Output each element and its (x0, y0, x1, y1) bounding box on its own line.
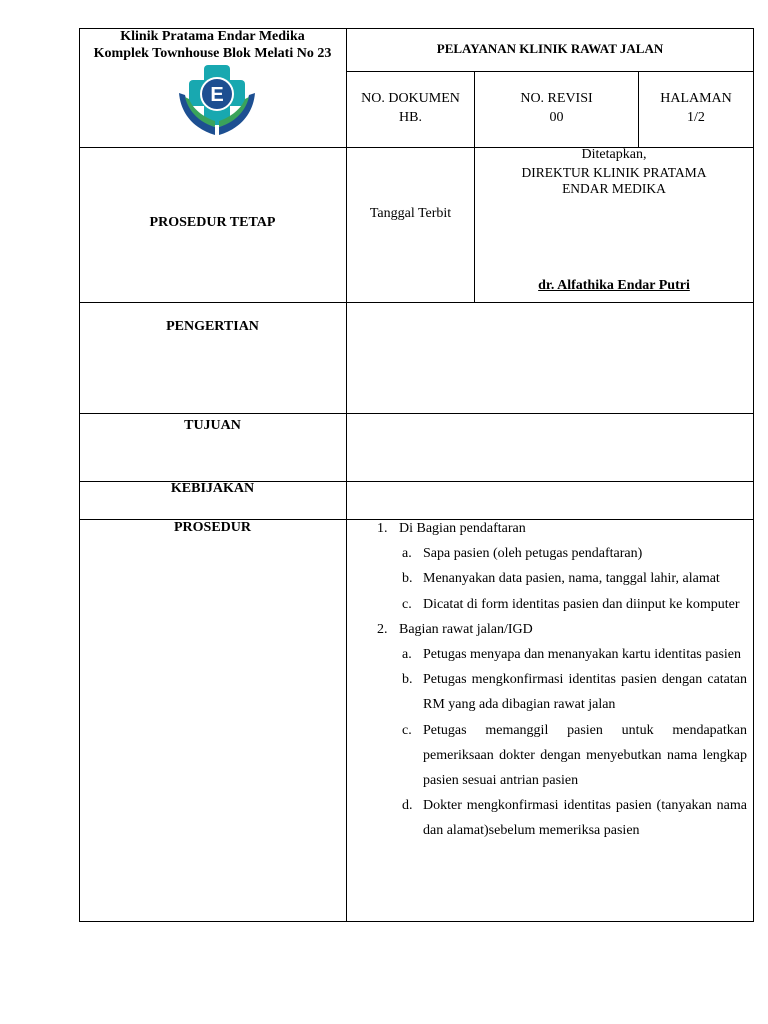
clinic-logo (177, 63, 257, 141)
list-item (355, 642, 747, 667)
sub-letter: c. (402, 596, 412, 612)
sub-text: Dokter mengkonfirmasi identitas pasien (tanyakan nama dan alamat)sebelum memeriksa pasien (423, 798, 747, 839)
sub-text: Petugas menyapa dan menanyakan kartu identitas pasien (423, 647, 742, 663)
list-item (355, 592, 747, 617)
sub-letter: c. (402, 722, 412, 738)
border-bottom (79, 921, 754, 922)
sub-letter: a. (402, 546, 412, 562)
sub-letter: b. (402, 571, 413, 587)
column-divider (346, 28, 347, 922)
list-item (355, 541, 747, 566)
ditetapkan-label: Ditetapkan, (581, 147, 647, 162)
list-item (355, 566, 747, 591)
sop-document (79, 28, 754, 922)
halaman-label: HALAMAN (660, 91, 732, 106)
prosedur-step-2 (355, 617, 747, 642)
list-item (355, 718, 747, 794)
tanggal-terbit-label: Tanggal Terbit (369, 206, 452, 221)
sub-text: Dicatat di form identitas pasien dan diinput ke komputer (423, 596, 740, 612)
step-title: Di Bagian pendaftaran (399, 521, 526, 536)
logo-letter: E (210, 84, 224, 106)
clinic-name: Klinik Pratama Endar Medika (120, 29, 305, 44)
tujuan-label: TUJUAN (184, 418, 241, 433)
border-right (753, 28, 754, 922)
prosedur-list (355, 516, 747, 844)
sub-text: Menanyakan data pasien, nama, tanggal lahir, alamat (423, 571, 720, 587)
approval-row-divider (79, 302, 754, 303)
step-number: 2. (377, 621, 388, 637)
no-dokumen-value: HB. (399, 110, 422, 125)
title-row-divider (346, 71, 754, 72)
prosedur-label: PROSEDUR (173, 520, 251, 535)
signer-name: dr. Alfathika Endar Putri (538, 278, 690, 293)
list-item (355, 793, 747, 843)
step-title: Bagian rawat jalan/IGD (399, 621, 533, 637)
list-item (355, 667, 747, 717)
sub-letter: a. (402, 647, 412, 663)
clinic-address: Komplek Townhouse Blok Melati No 23 (93, 46, 332, 61)
direktur-line-1: DIREKTUR KLINIK PRATAMA (521, 165, 707, 180)
sub-letter: d. (402, 798, 413, 814)
prosedur-step-1 (355, 516, 747, 541)
sub-text: Petugas mengkonfirmasi identitas pasien dengan catatan RM yang ada dibagian rawat jalan (423, 672, 747, 713)
direktur-line-2: ENDAR MEDIKA (562, 181, 666, 196)
kebijakan-label: KEBIJAKAN (170, 481, 255, 496)
no-revisi-label: NO. REVISI (520, 91, 593, 106)
no-revisi-value: 00 (549, 110, 564, 125)
no-dokumen-label: NO. DOKUMEN (361, 91, 460, 106)
pengertian-label: PENGERTIAN (166, 319, 259, 334)
doc-title: PELAYANAN KLINIK RAWAT JALAN (436, 41, 664, 56)
halaman-value: 1/2 (687, 110, 705, 125)
sub-text: Petugas memanggil pasien untuk mendapatkan pemeriksaan dokter dengan menyebutkan nama lengkap pasien sesuai antrian pasien (423, 722, 747, 789)
border-left (79, 28, 80, 922)
pengertian-row-divider (79, 413, 754, 414)
signer-name-wrap (475, 277, 753, 295)
prosedur-tetap-label: PROSEDUR TETAP (149, 215, 276, 230)
clinic-logo-icon (177, 63, 257, 141)
sub-text: Sapa pasien (oleh petugas pendaftaran) (423, 546, 643, 562)
sub-letter: b. (402, 672, 413, 688)
step-number: 1. (377, 521, 388, 536)
